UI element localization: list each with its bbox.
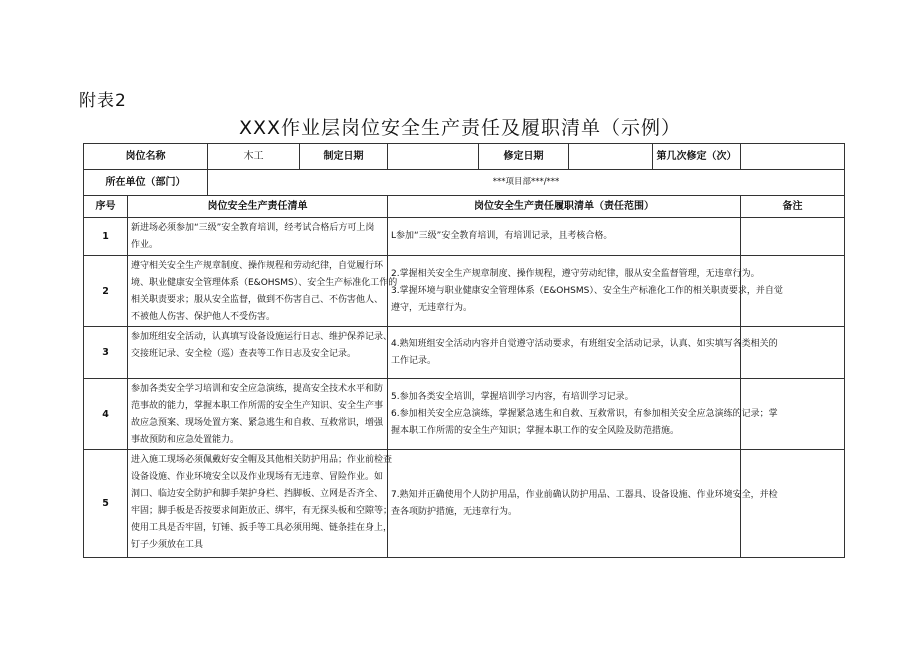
row-performance [388,256,783,327]
text-line: 3.掌握环境与职业健康安全管理体系（E&OHSMS）、安全生产标准化工作的相关职责要求，并自觉 [391,285,783,296]
row-seq: 2 [84,256,128,327]
text-line: 境、职业健康安全管理体系（E&OHSMS）、安全生产标准化工作的 [131,278,398,288]
table-row [84,256,845,327]
row-remark [741,327,845,379]
text-line: 故应急预案、现场处置方案、紧急逃生和自救、互救常识，增强 [131,418,384,428]
dept-label: 所在单位（部门） [84,170,208,196]
dept-value: ***项目部***/*** [208,170,845,196]
text-line: 作业。 [131,240,159,250]
col-remark: 备注 [741,196,845,218]
text-line: 使用工具是否牢固，钉锤、扳手等工具必须用绳、链条挂在身上， [131,523,393,533]
header-row-position [84,144,845,170]
revision-count-value [741,144,845,170]
header-row-dept [84,170,845,196]
col-seq: 序号 [84,196,128,218]
text-line: 洞口、临边安全防护和脚手架护身栏、挡脚板、立网是否齐全、 [131,489,384,499]
text-line: 遵守相关安全生产规章制度、操作规程和劳动纪律，自觉履行环 [131,261,384,271]
text-line: 牢固；脚手板是否按要求间距放正、绑牢，有无探头板和空隙等； [131,506,393,516]
text-line: 新进场必须参加“三级”安全教育培训，经考试合格后方可上岗 [131,223,375,233]
text-line: 交接班记录、安全检（巡）查表等工作日志及安全记录。 [131,349,357,359]
position-name-value: 木工 [208,144,300,170]
row-remark [741,218,845,256]
text-line: 2.掌握相关安全生产规章制度、操作规程，遵守劳动纪律，服从安全监督管理，无违章行为。 [391,268,760,279]
row-performance [388,327,778,379]
text-line: L参加“三级”安全教育培训，有培训记录，且考核合格。 [391,231,613,241]
table-row [84,450,845,558]
text-line: 查各项防护措施，无违章行为。 [391,506,518,517]
made-date-label: 制定日期 [300,144,388,170]
text-line: 工作记录。 [391,355,437,366]
row-seq: 3 [84,327,128,379]
text-line: 事故预防和应急处置能力。 [131,435,240,445]
text-line: 不被他人伤害、保护他人不受伤害。 [131,312,276,322]
row-performance [388,218,741,256]
text-line: 握本职工作所需的安全生产知识；掌握本职工作的安全风险及防范措施。 [391,425,680,436]
row-remark [741,450,845,558]
text-line: 进入施工现场必须佩戴好安全帽及其他相关防护用品；作业前检查 [131,455,393,465]
table-row [84,327,845,379]
made-date-value [388,144,479,170]
text-line: 遵守，无违章行为。 [391,302,473,313]
row-seq: 4 [84,379,128,450]
col-responsibility: 岗位安全生产责任清单 [128,196,388,218]
revise-date-value [569,144,653,170]
text-line: 参加班组安全活动，认真填写设备设施运行日志、维护保养记录、 [131,332,393,342]
text-line: 相关职责要求；服从安全监督，做到不伤害自己、不伤害他人、 [131,295,384,305]
col-performance: 岗位安全生产责任履职清单（责任范围） [388,196,741,218]
row-responsibility [128,218,388,256]
revision-count-label: 第几次修定（次） [653,144,741,170]
responsibility-table [83,143,845,558]
text-line: 钉子少须放在工具 [131,540,204,550]
text-line: 参加各类安全学习培训和安全应急演练，提高安全技术水平和防 [131,384,384,394]
table-row [84,379,845,450]
text-line: 5.参加各类安全培训，掌握培训学习内容，有培训学习记录。 [391,391,634,402]
position-name-label: 岗位名称 [84,144,208,170]
row-responsibility [128,450,393,558]
appendix-label: 附表2 [79,91,127,111]
text-line: 4.熟知班组安全活动内容并自觉遵守活动要求，有班组安全活动记录，认真、如实填写各类相关的 [391,338,778,349]
row-responsibility [128,256,398,327]
text-line: 范事故的能力，掌握本职工作所需的安全生产知识、安全生产事 [131,401,384,411]
text-line: 6.参加相关安全应急演练，掌握紧急逃生和自救、互救常识，有参加相关安全应急演练的记录；掌 [391,408,778,419]
column-header-row [84,196,845,218]
row-seq: 1 [84,218,128,256]
table-row [84,218,845,256]
row-responsibility [128,327,393,379]
row-responsibility [128,379,388,450]
text-line: 设备设施、作业环境安全以及作业现场有无违章、冒险作业。如 [131,472,384,482]
text-line: 7.熟知并正确使用个人防护用品，作业前确认防护用品、工器具、设备设施、作业环境安全，并检 [391,489,778,500]
row-seq: 5 [84,450,128,558]
page-title: XXX作业层岗位安全生产责任及履职清单（示例） [238,117,682,139]
row-performance [388,450,778,558]
row-performance [388,379,778,450]
revise-date-label: 修定日期 [479,144,569,170]
